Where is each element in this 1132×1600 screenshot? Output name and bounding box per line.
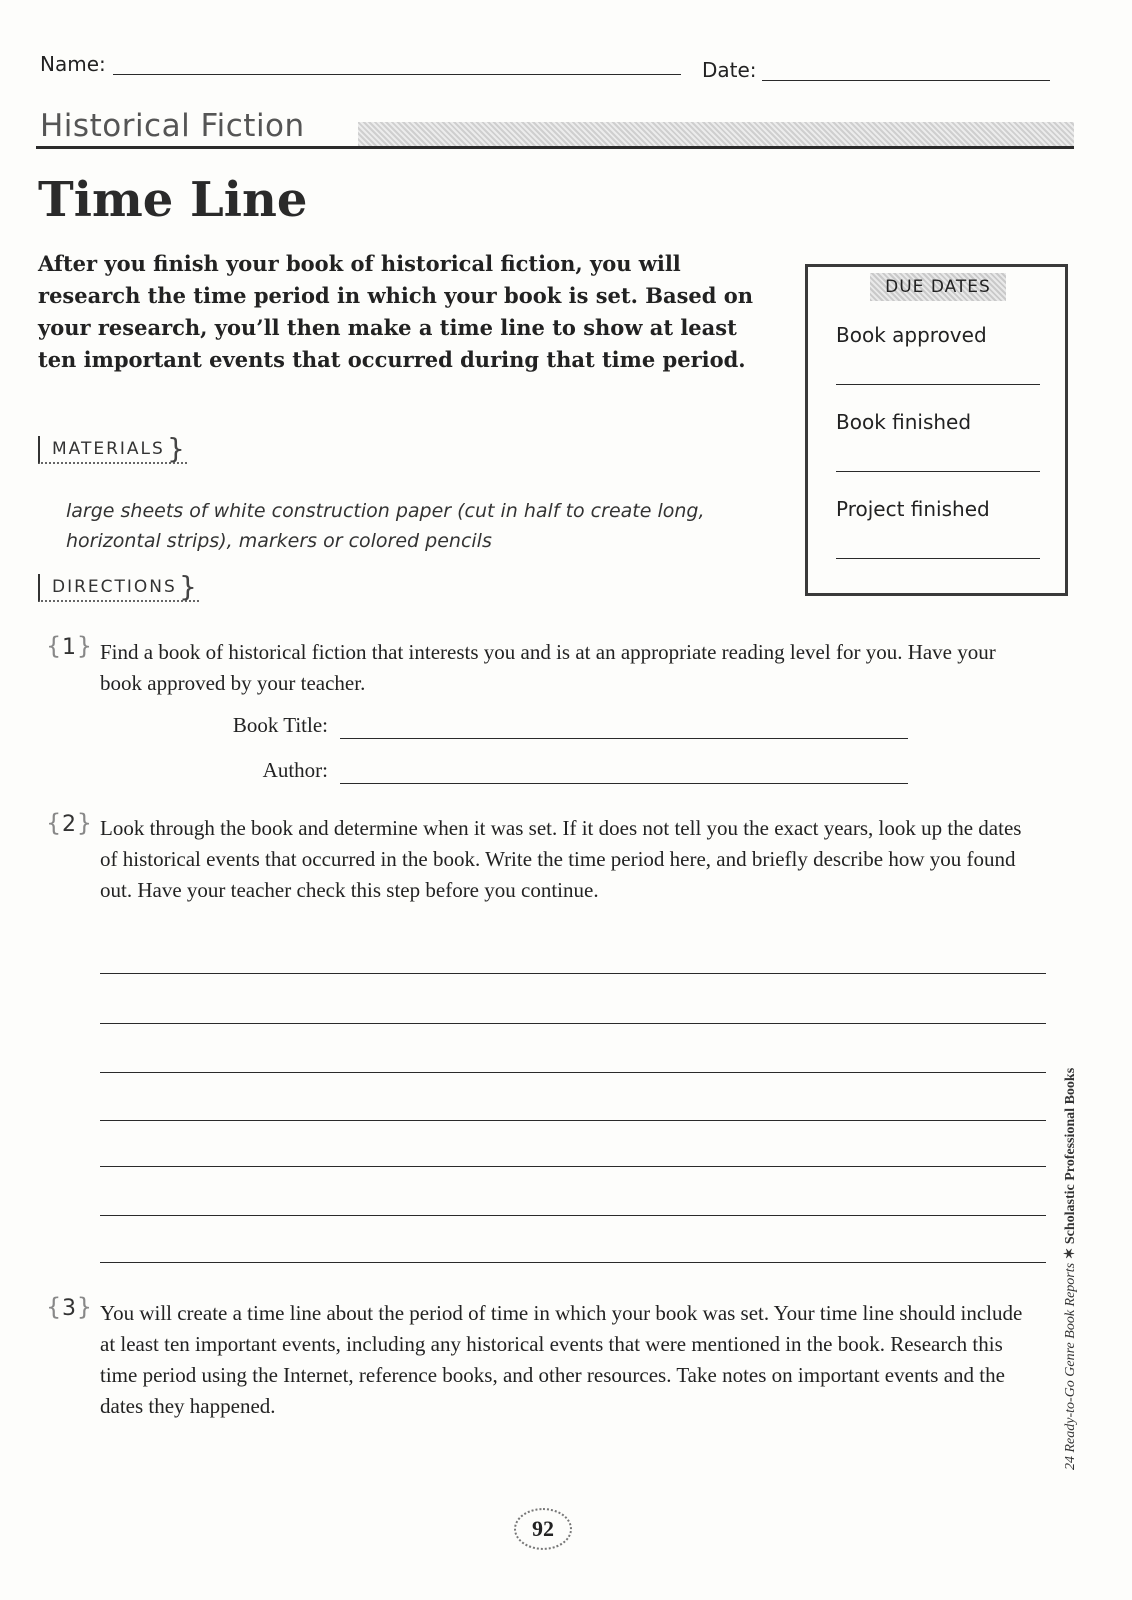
answer-line[interactable] <box>100 973 1046 974</box>
book-title-field[interactable] <box>340 738 908 739</box>
genre-band <box>36 108 1074 149</box>
intro-paragraph: After you finish your book of historical fiction, you will research the time period in which your book is set. Based on your research, you’ll then make a time line to show at least ten important events that occurred during that time period. <box>38 251 754 372</box>
due-book-approved-field[interactable] <box>836 384 1040 385</box>
genre-title: Historical Fiction <box>40 108 305 144</box>
name-label: Name: <box>40 52 106 76</box>
date-field[interactable] <box>762 80 1050 81</box>
materials-tag <box>38 432 187 465</box>
due-dates-heading: DUE DATES <box>870 273 1006 301</box>
date-label: Date: <box>702 58 757 82</box>
due-dates-box <box>805 264 1068 596</box>
answer-line[interactable] <box>100 1072 1046 1073</box>
step-3-number: { 3 } <box>48 1292 90 1326</box>
answer-line[interactable] <box>100 1120 1046 1121</box>
step-1-text: Find a book of historical fiction that interests you and is at an appropriate reading level for you. Have your book approved by your teacher. <box>100 640 996 695</box>
book-title-label: Book Title: <box>232 713 328 737</box>
due-project-finished-field[interactable] <box>836 558 1040 559</box>
answer-line[interactable] <box>100 1023 1046 1024</box>
step-1-number: { 1 } <box>48 631 90 665</box>
page-number: 92 <box>514 1508 572 1550</box>
author-field[interactable] <box>340 783 908 784</box>
author-label: Author: <box>262 758 328 782</box>
publisher-credit <box>1062 970 1079 1470</box>
credit-publisher: Scholastic Professional Books <box>1063 1067 1078 1245</box>
step-2-number: { 2 } <box>48 808 90 842</box>
band-pattern <box>358 122 1074 146</box>
step-3-text: You will create a time line about the period of time in which your book was set. Your time line should include at least ten important events, including any historical events that were mentioned in the book. Research this time period using the Internet, reference books, and other resources. Take notes on important events and the dates they happened. <box>100 1301 1023 1418</box>
credit-book-title: 24 Ready-to-Go Genre Book Reports <box>1063 1262 1078 1470</box>
brace-icon: } <box>179 570 199 603</box>
materials-heading: MATERIALS <box>52 439 165 459</box>
due-book-finished-label: Book finished <box>836 410 972 434</box>
due-book-approved-label: Book approved <box>836 323 987 347</box>
name-field[interactable] <box>113 74 681 75</box>
star-icon: ✶ <box>1063 1247 1078 1260</box>
due-project-finished-label: Project finished <box>836 497 990 521</box>
brace-icon: } <box>167 432 187 465</box>
page-title: Time Line <box>38 172 308 228</box>
due-book-finished-field[interactable] <box>836 471 1040 472</box>
materials-text: large sheets of white construction paper (cut in half to create long, horizontal strips), markers or colored pencils <box>66 500 705 552</box>
directions-tag <box>38 570 199 603</box>
step-2-text: Look through the book and determine when it was set. If it does not tell you the exact years, look up the dates of historical events that occurred in the book. Write the time period here, and briefly describe how you found out. Have your teacher check this step before you continue. <box>100 816 1022 902</box>
answer-line[interactable] <box>100 1166 1046 1167</box>
answer-line[interactable] <box>100 1215 1046 1216</box>
directions-heading: DIRECTIONS <box>52 577 177 597</box>
answer-line[interactable] <box>100 1262 1046 1263</box>
